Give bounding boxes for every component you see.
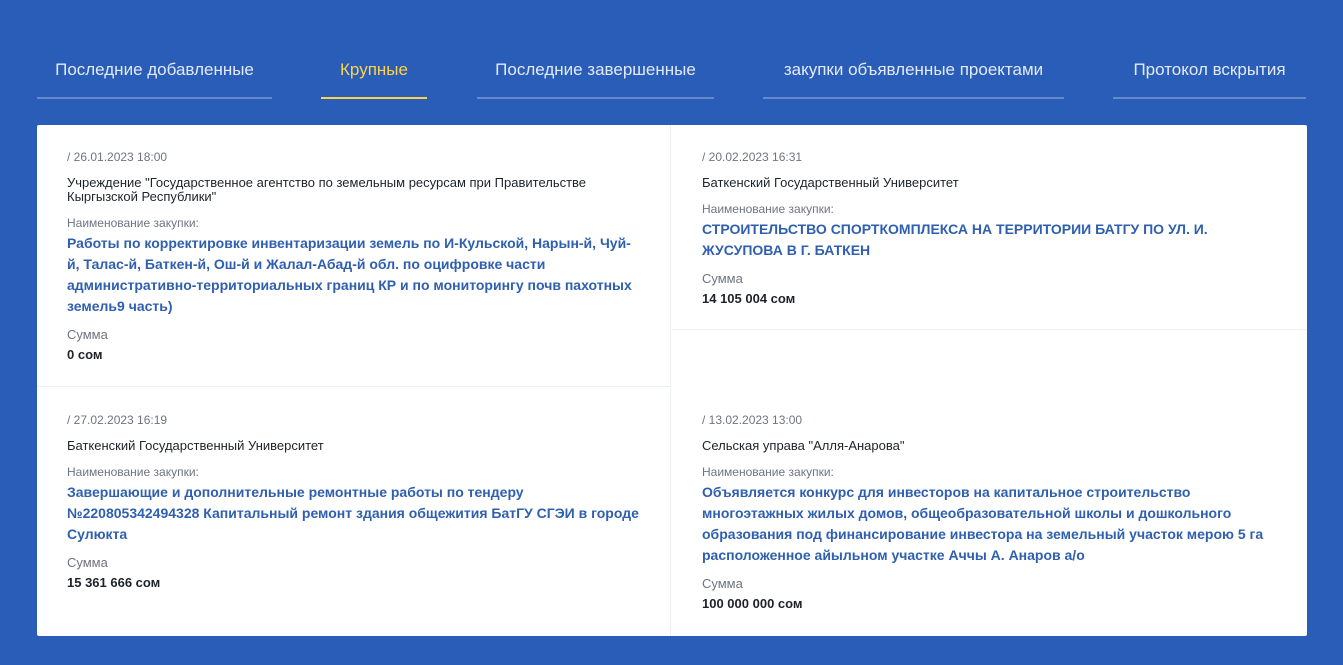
purchase-name-label: Наименование закупки: [67, 216, 199, 230]
purchase-organization: Баткенский Государственный Университет [67, 438, 324, 453]
sum-value: 100 000 000 сом [702, 596, 803, 611]
purchase-title-link[interactable]: СТРОИТЕЛЬСТВО СПОРТКОМПЛЕКСА НА ТЕРРИТОРИИ БАТГУ ПО УЛ. И. ЖУСУПОВА В Г. БАТКЕН [702, 221, 1208, 258]
sum-value: 14 105 004 сом [702, 291, 796, 306]
purchase-card [672, 388, 1307, 636]
purchase-title-link[interactable]: Объявляется конкурс для инвесторов на капитальное строительство многоэтажных жилых домов, общеобразовательной школы и дошкольного образования под финансирование инвестора на земельный участок мерою 5 га расположенное айыльном участке Аччы А. Анаров а/о [702, 484, 1264, 563]
purchase-title-link[interactable]: Завершающие и дополнительные ремонтные работы по тендеру №220805342494328 Капитальный ремонт здания общежития БатГУ СГЭИ в городе Сулюкта [67, 484, 639, 542]
tab-underline [1113, 97, 1306, 99]
tab-underline [321, 97, 427, 99]
purchase-date: / 27.02.2023 16:19 [67, 413, 168, 427]
purchase-organization: Сельская управа "Алля-Анарова" [702, 438, 905, 453]
purchase-date: / 26.01.2023 18:00 [67, 150, 168, 164]
sum-label: Сумма [702, 271, 743, 286]
purchase-date: / 20.02.2023 16:31 [702, 150, 803, 164]
tab-latest-added[interactable] [37, 0, 272, 100]
tab-label: Крупные [340, 60, 408, 79]
tab-large[interactable] [321, 0, 427, 100]
sum-label: Сумма [67, 555, 108, 570]
sum-value: 15 361 666 сом [67, 575, 161, 590]
sum-label: Сумма [702, 576, 743, 591]
purchase-date: / 13.02.2023 13:00 [702, 413, 803, 427]
tab-underline [477, 97, 714, 99]
tab-opening-protocol[interactable] [1113, 0, 1306, 100]
tab-latest-completed[interactable] [477, 0, 714, 100]
purchase-name-label: Наименование закупки: [702, 465, 834, 479]
purchase-title-link[interactable]: Работы по корректировке инвентаризации земель по И-Кульской, Нарын-й, Чуй-й, Талас-й, Баткен-й, Ош-й и Жалал-Абад-й обл. по оцифровке части административно-территориальных границ КР и по мониторингу почв пахотных земель9 часть) [67, 235, 632, 314]
purchases-panel [37, 125, 1307, 636]
tab-label: Последние завершенные [495, 60, 696, 79]
purchase-card [672, 125, 1307, 330]
purchase-card [37, 388, 671, 636]
purchase-card [37, 125, 671, 387]
tab-label: Последние добавленные [55, 60, 254, 79]
tab-bar [37, 0, 1306, 100]
sum-label: Сумма [67, 327, 108, 342]
tab-label: Протокол вскрытия [1133, 60, 1286, 79]
purchase-organization: Учреждение "Государственное агентство по земельным ресурсам при Правительстве Кыргызской Республики" [67, 175, 587, 204]
purchase-name-label: Наименование закупки: [67, 465, 199, 479]
purchase-organization: Баткенский Государственный Университет [702, 175, 959, 190]
sum-value: 0 сом [67, 347, 103, 362]
purchase-name-label: Наименование закупки: [702, 202, 834, 216]
tab-label: закупки объявленные проектами [783, 60, 1044, 79]
tab-underline [763, 97, 1064, 99]
tab-underline [37, 97, 272, 99]
tab-project-purchases[interactable] [763, 0, 1064, 100]
